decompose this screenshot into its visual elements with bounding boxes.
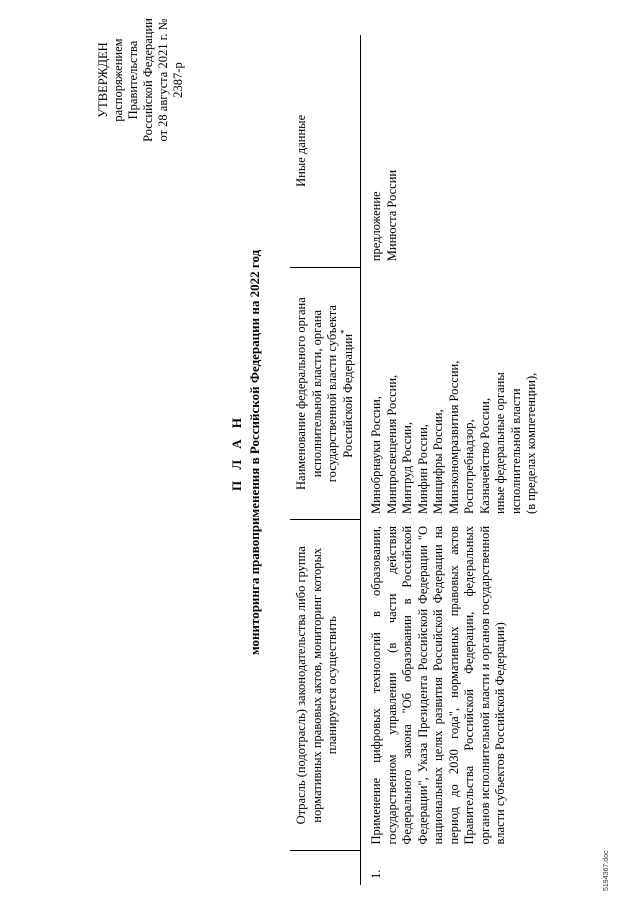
organ-line: Роспотребнадзор, [462, 419, 476, 514]
row-area: Применение цифровых технологий в образовании, государственном управлении (в части действия Федерального закона "Об образовании в Российской Федерации", Указа Президента Российской Федерации "О национальных целях развития Российской Федерации на период до 2030 года", нормативных правовых актов Правительства Российской Федерации, федеральных органов исполнительной власти и органов государственной власти субъектов Российской Федерации) [369, 525, 507, 845]
organ-line: исполнительной власти [508, 388, 523, 514]
table-header-row [290, 35, 361, 885]
organ-line: (в пределах компетенции), [524, 372, 538, 514]
approval-line: распоряжением Правительства [111, 38, 140, 122]
approval-heading: УТВЕРЖДЕН [96, 42, 110, 118]
organ-line: иные федеральные органы [493, 372, 507, 514]
approval-line: Российской Федерации [141, 18, 155, 142]
monitoring-plan-table [290, 35, 544, 885]
organ-line: Минпросвещения России, [384, 374, 399, 514]
title-subject: мониторинга правоприменения в Российской Федерации на 2022 год [247, 249, 262, 656]
other-line: предложение [369, 191, 383, 262]
organ-line: Минэкономразвития России, [446, 360, 461, 514]
title-plan: П Л А Н [229, 413, 244, 492]
row-organs [361, 267, 544, 520]
header-number [290, 851, 361, 885]
header-other: Иные данные [290, 35, 361, 267]
organ-line: Минтруд России, [400, 422, 414, 514]
header-organ [290, 267, 361, 520]
other-line: Минюста России [384, 169, 399, 262]
approval-block [96, 10, 186, 150]
organ-line: Минфин России, [415, 424, 430, 514]
row-number: 1. [369, 869, 383, 879]
organ-line: Казначейство России, [477, 398, 492, 514]
document-title [228, 0, 264, 905]
organ-line: Минобрнауки России, [369, 396, 383, 514]
organ-line: Минцифры России, [431, 409, 445, 514]
row-other [361, 35, 544, 267]
footnote-mark: * [338, 329, 349, 334]
approval-date-number: от 28 августа 2021 г. № 2387-р [156, 18, 185, 142]
document-file-reference: 5194367.doc [603, 850, 610, 891]
table-row [361, 35, 544, 885]
header-organ-text: Наименование федерального органа исполнительной власти, органа государственной власти субъекта Российской Федерации [294, 297, 355, 490]
header-area: Отрасль (подотрасль) законодательства либо группа нормативных правовых актов, мониторинг которых планируется осуществить [290, 520, 361, 851]
